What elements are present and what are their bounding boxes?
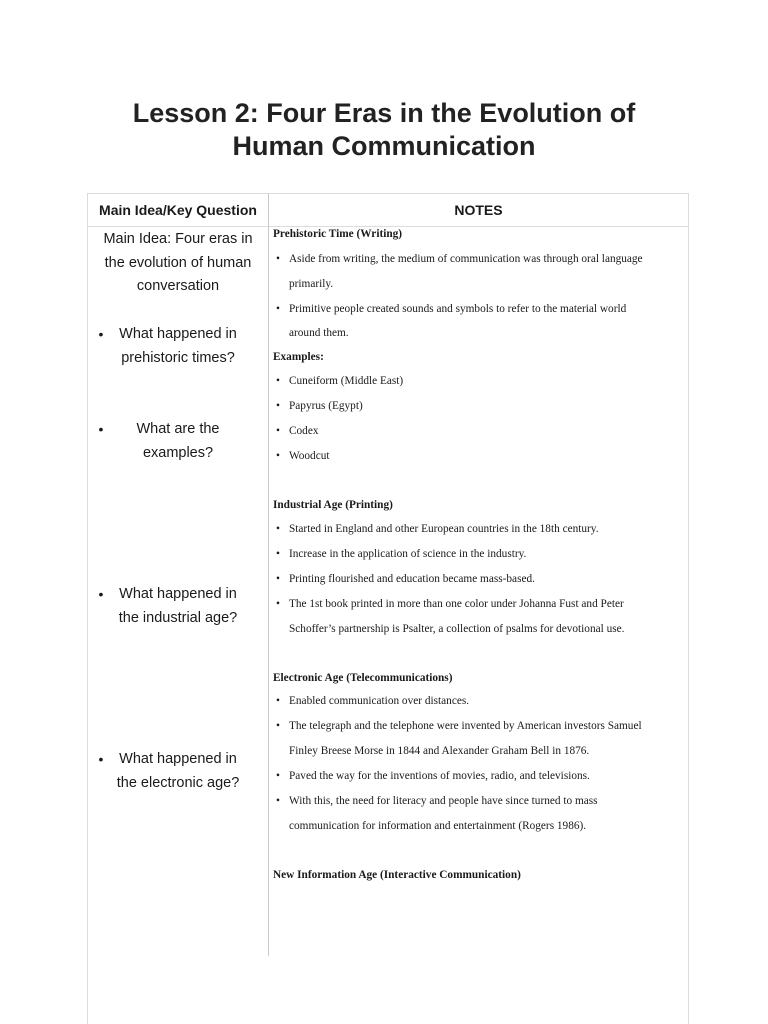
main-idea-line: the evolution of human	[104, 254, 252, 271]
note-item: • Codex	[289, 419, 319, 444]
bullet-icon: •	[276, 795, 280, 807]
question-line: What happened in	[119, 326, 237, 342]
bullet-icon: •	[276, 253, 280, 265]
bullet-icon: •	[276, 770, 280, 782]
header-main-idea: Main Idea/Key Question	[99, 202, 257, 218]
column-divider	[268, 193, 269, 956]
note-item: • Cuneiform (Middle East)	[289, 369, 403, 394]
note-item-continued: Finley Breese Morse in 1844 and Alexander Graham Bell in 1876.	[289, 745, 590, 757]
section-heading-electronic: Electronic Age (Telecommunications)	[273, 672, 453, 684]
bullet-icon: •	[276, 720, 280, 732]
question-line: the industrial age?	[118, 609, 238, 626]
bullet-icon: •	[98, 326, 104, 342]
bullet-icon: •	[98, 751, 104, 767]
question-electronic	[88, 748, 268, 795]
section-heading-prehistoric: Prehistoric Time (Writing)	[273, 228, 403, 240]
note-item: • Primitive people created sounds and symbols to refer to the material world	[289, 297, 626, 322]
question-line: the electronic age?	[116, 774, 240, 791]
question-line: prehistoric times?	[121, 349, 235, 366]
section-heading-industrial: Industrial Age (Printing)	[273, 499, 393, 511]
note-item-continued: primarily.	[289, 278, 334, 290]
question-line: examples?	[142, 444, 214, 461]
note-item: • Enabled communication over distances.	[289, 689, 469, 714]
bullet-icon: •	[276, 548, 280, 560]
note-item: • With this, the need for literacy and people have since turned to mass	[289, 789, 598, 814]
question-line: What happened in	[119, 751, 237, 767]
question-examples	[88, 418, 268, 465]
note-item: • Printing flourished and education became mass-based.	[289, 567, 535, 592]
note-item-continued: communication for information and entertainment (Rogers 1986).	[289, 820, 587, 832]
note-item: • Paved the way for the inventions of movies, radio, and televisions.	[289, 764, 590, 789]
page-title-line-1: Lesson 2: Four Eras in the Evolution of	[132, 98, 636, 128]
bullet-icon: •	[276, 425, 280, 437]
bullet-icon: •	[276, 400, 280, 412]
note-item-continued: around them.	[289, 327, 349, 339]
question-line: What are the	[136, 421, 220, 437]
bullet-icon: •	[98, 586, 104, 602]
question-line: What happened in	[119, 586, 237, 602]
main-idea-text	[88, 228, 268, 299]
header-notes: NOTES	[454, 202, 503, 218]
note-item: • Aside from writing, the medium of communication was through oral language	[289, 247, 643, 272]
note-item: • Papyrus (Egypt)	[289, 394, 363, 419]
note-item: • Increase in the application of science in the industry.	[289, 542, 526, 567]
note-item: • The 1st book printed in more than one color under Johanna Fust and Peter	[289, 592, 624, 617]
question-industrial	[88, 583, 268, 630]
section-heading-information: New Information Age (Interactive Communication)	[273, 869, 521, 881]
note-item-continued: Schoffer’s partnership is Psalter, a collection of psalms for devotional use.	[289, 623, 625, 635]
bullet-icon: •	[276, 523, 280, 535]
bullet-icon: •	[276, 598, 280, 610]
bullet-icon: •	[276, 375, 280, 387]
page-title-line-2: Human Communication	[232, 131, 536, 161]
bullet-icon: •	[276, 573, 280, 585]
table-header-row	[88, 193, 688, 227]
bullet-icon: •	[276, 450, 280, 462]
note-item: • Woodcut	[289, 444, 330, 469]
note-item: • The telegraph and the telephone were invented by American investors Samuel	[289, 714, 642, 739]
note-item: • Started in England and other European countries in the 18th century.	[289, 517, 599, 542]
bullet-icon: •	[276, 303, 280, 315]
section-heading-examples: Examples:	[273, 351, 324, 363]
notes-table	[87, 193, 689, 1024]
bullet-icon: •	[98, 421, 104, 437]
bullet-icon: •	[276, 695, 280, 707]
main-idea-line: Main Idea: Four eras in	[103, 231, 253, 247]
page-title	[0, 97, 768, 163]
question-prehistoric	[88, 323, 268, 370]
main-idea-line: conversation	[136, 278, 220, 294]
